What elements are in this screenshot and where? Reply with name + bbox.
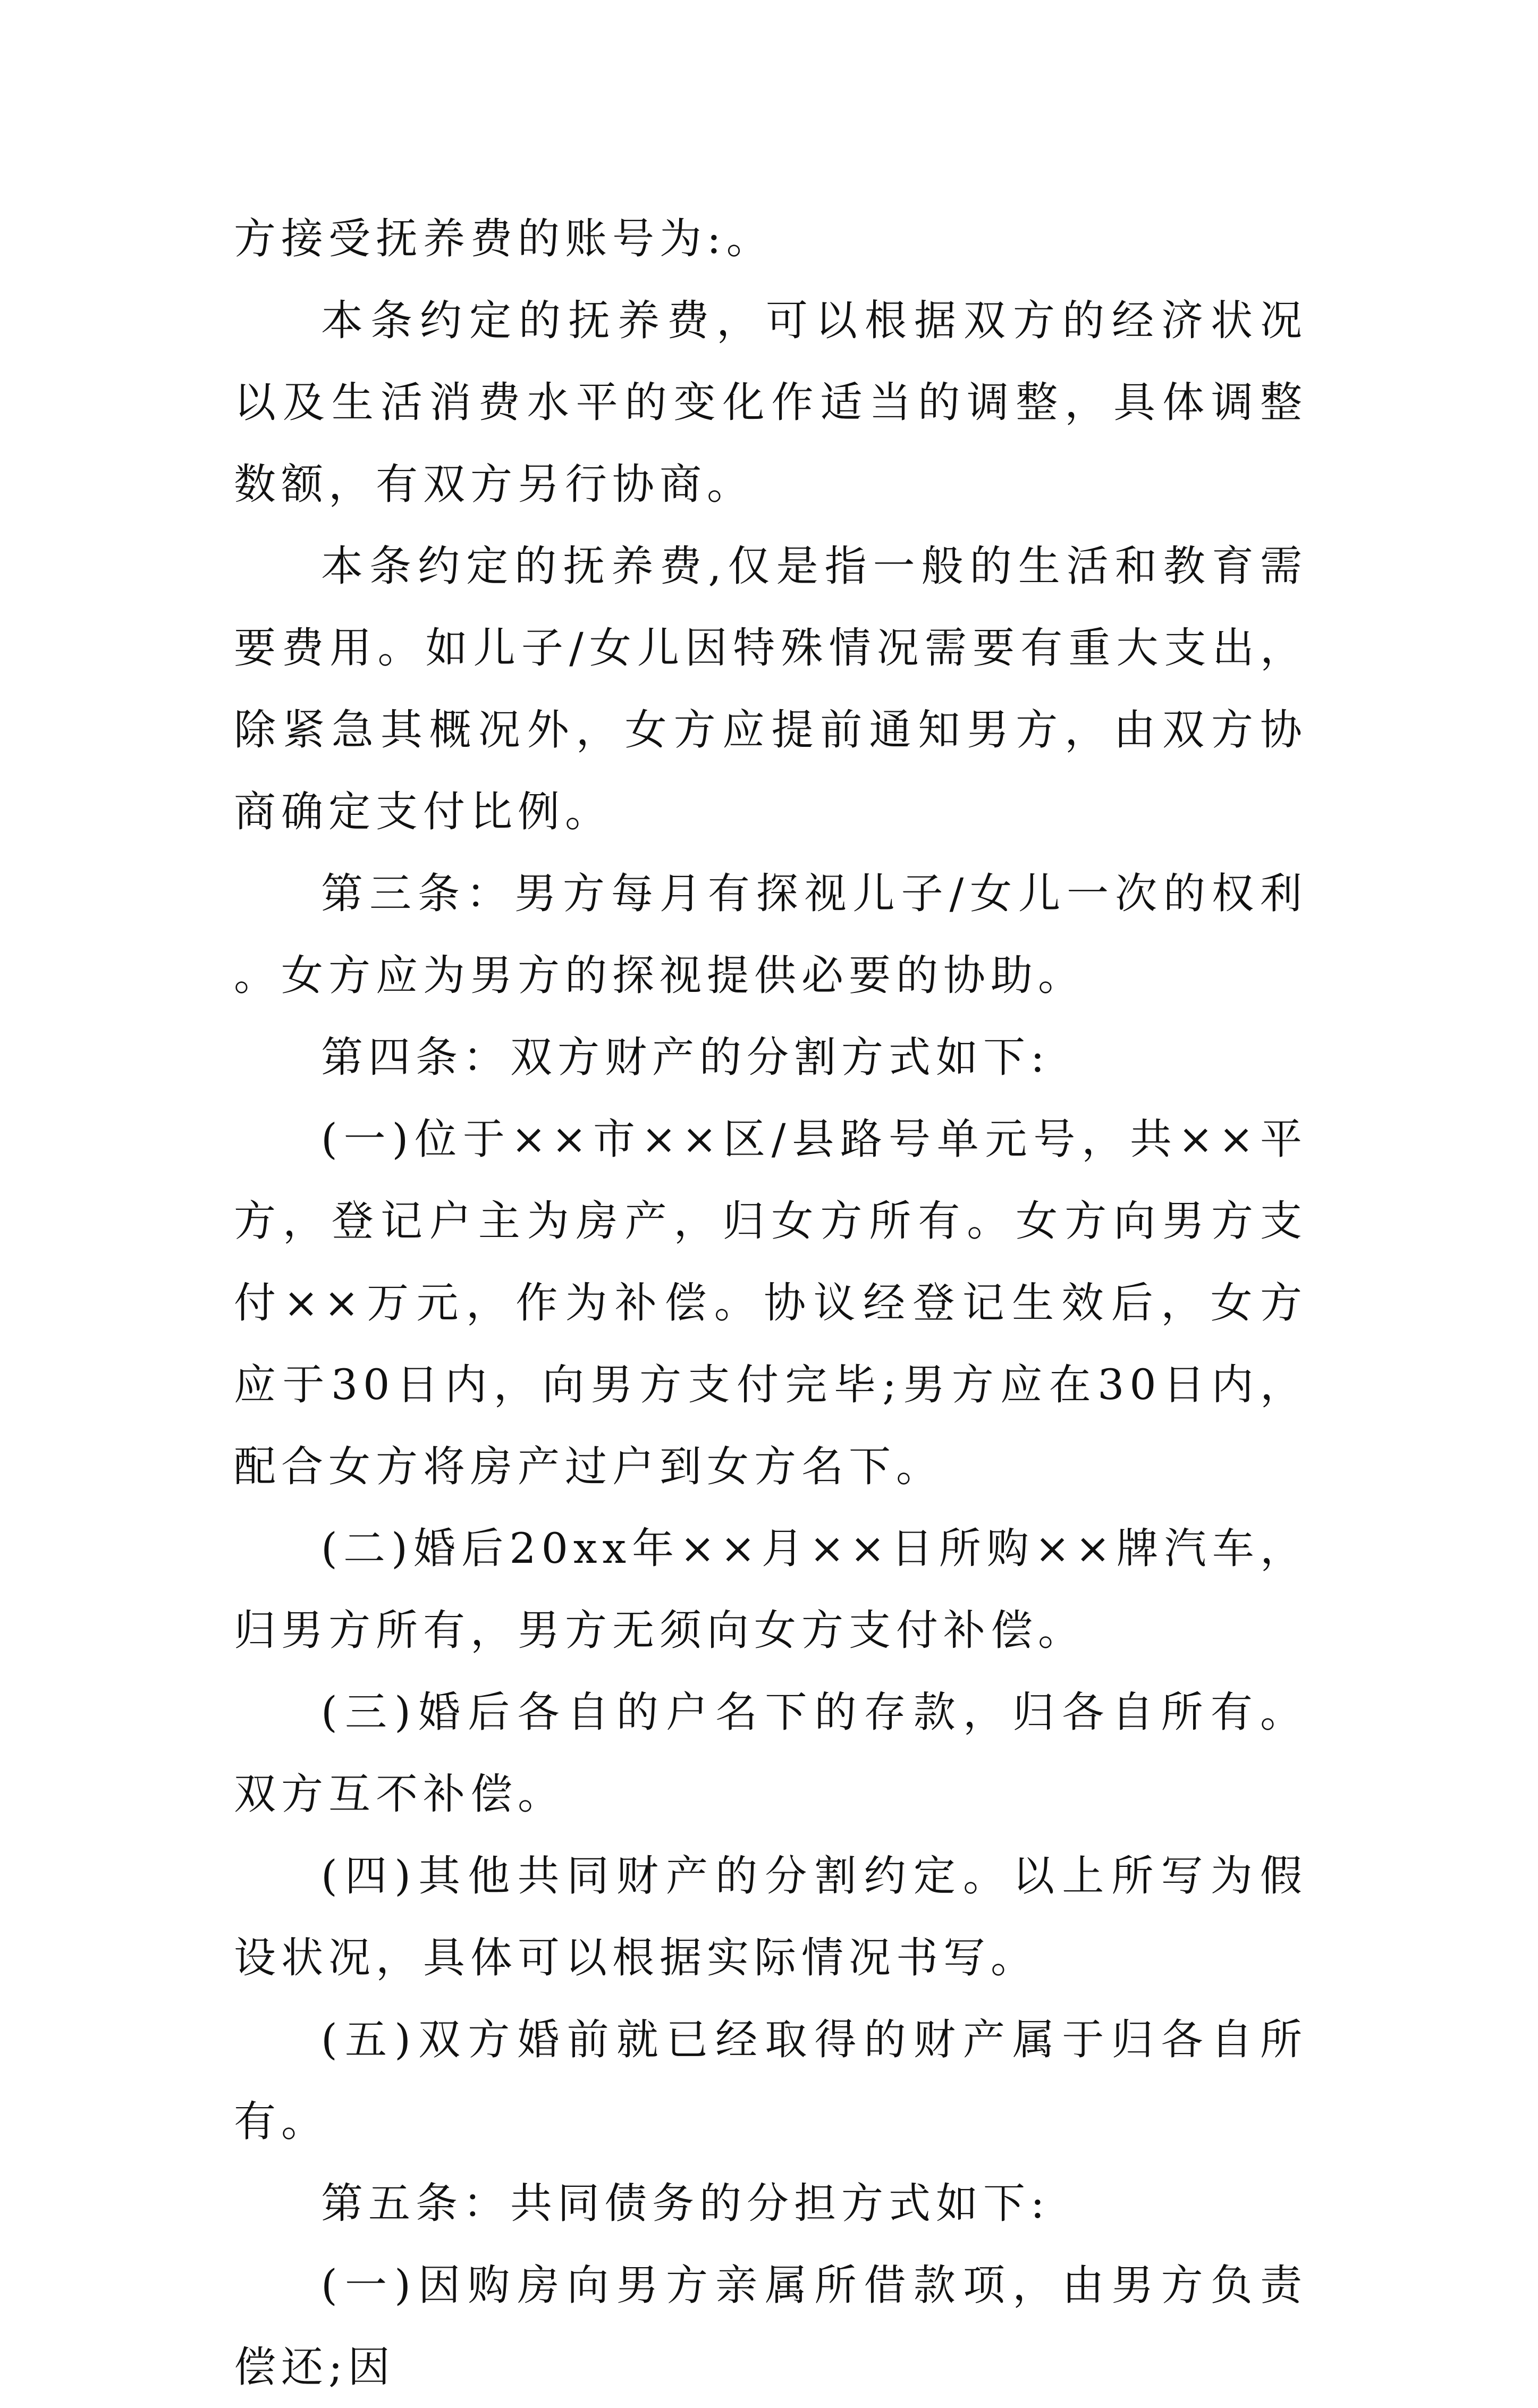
paragraph-article-4-item-4: (四)其他共同财产的分割约定。以上所写为假设状况，具体可以根据实际情况书写。 xyxy=(234,1851,1307,1982)
paragraph-article-5-heading: 第五条：共同债务的分担方式如下: xyxy=(321,2179,1050,2228)
paragraph-article-5-item-1: (一)因购房向男方亲属所借款项，由男方负责偿还;因 xyxy=(234,2261,1307,2392)
paragraph-support-scope: 本条约定的抚养费,仅是指一般的生活和教育需要费用。如儿子/女儿因特殊情况需要有重大支出，除紧急其概况外，女方应提前通知男方，由双方协商确定支付比例。 xyxy=(234,542,1307,836)
paragraph-article-4-item-2: (二)婚后20xx年××月××日所购××牌汽车，归男方所有，男方无须向女方支付补偿。 xyxy=(234,1524,1307,1655)
document-body xyxy=(234,198,1307,2408)
paragraph-article-4-item-1: (一)位于××市××区/县路号单元号，共××平方，登记户主为房产，归女方所有。女方向男方支付××万元，作为补偿。协议经登记生效后，女方应于30日内，向男方支付完毕;男方应在30日内，配合女方将房产过户到女方名下。 xyxy=(234,1115,1307,1491)
paragraph-account-info: 方接受抚养费的账号为:。 xyxy=(234,214,774,263)
paragraph-article-4-item-5: (五)双方婚前就已经取得的财产属于归各自所有。 xyxy=(234,2015,1307,2146)
paragraph-article-4-heading: 第四条：双方财产的分割方式如下: xyxy=(321,1033,1050,1082)
paragraph-article-3-visitation: 第三条：男方每月有探视儿子/女儿一次的权利。女方应为男方的探视提供必要的协助。 xyxy=(234,869,1307,1000)
paragraph-article-4-item-3: (三)婚后各自的户名下的存款，归各自所有。双方互不补偿。 xyxy=(234,1688,1307,1818)
paragraph-support-adjustment: 本条约定的抚养费，可以根据双方的经济状况以及生活消费水平的变化作适当的调整，具体调整数额，有双方另行协商。 xyxy=(234,296,1307,509)
